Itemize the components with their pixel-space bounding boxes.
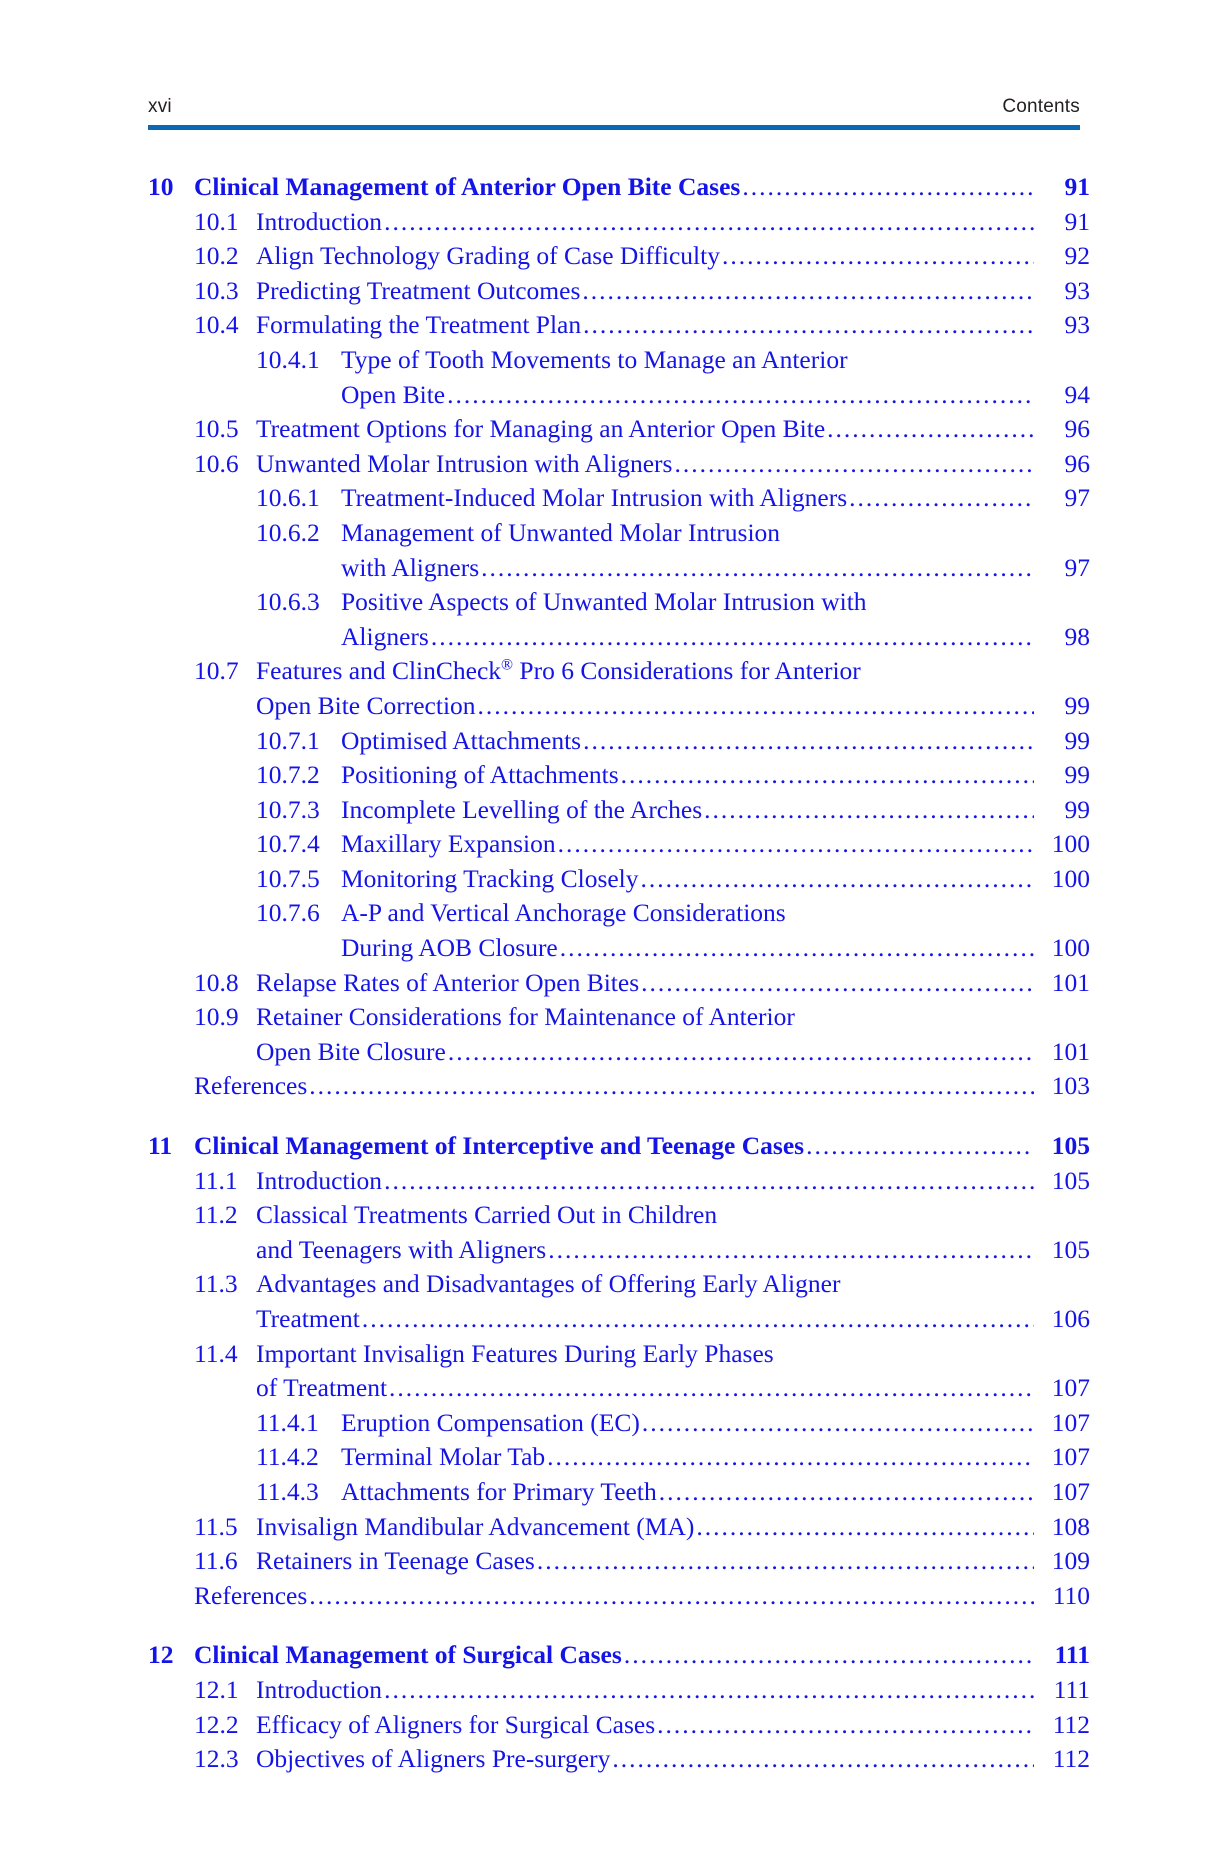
chapter-entry[interactable]	[148, 1638, 1090, 1673]
entry-number: 11	[148, 1131, 173, 1161]
entry-number: 12.3	[194, 1744, 239, 1774]
page-number: 111	[1054, 1640, 1090, 1670]
entry-title: Optimised Attachments	[341, 725, 582, 755]
entry-number: 10.6.3	[256, 587, 320, 617]
subsection-entry[interactable]	[148, 1475, 1090, 1510]
header-rule	[148, 125, 1080, 130]
leader-dots	[674, 451, 1034, 477]
entry-number: 10.7.1	[256, 725, 320, 755]
entry-title: Clinical Management of Surgical Cases	[194, 1640, 622, 1670]
references-entry[interactable]	[148, 1069, 1090, 1104]
subsection-entry[interactable]	[148, 862, 1090, 897]
entry-number: 11.4.1	[256, 1407, 319, 1437]
page-number: 105	[1051, 1165, 1090, 1195]
entry-title: Introduction	[256, 206, 383, 236]
subsection-entry[interactable]	[148, 343, 1090, 378]
folio-number: xvi	[148, 96, 172, 117]
page-number: 91	[1064, 172, 1090, 201]
subsection-entry[interactable]	[148, 827, 1090, 862]
page-number: 108	[1051, 1511, 1090, 1541]
leader-dots	[583, 312, 1034, 338]
section-entry[interactable]	[148, 239, 1090, 274]
section-entry[interactable]	[148, 1742, 1090, 1777]
leader-dots	[362, 1306, 1034, 1332]
entry-number: 10.2	[194, 241, 239, 271]
section-entry[interactable]	[148, 308, 1090, 343]
page-number: 111	[1053, 1674, 1090, 1704]
entry-title: Positioning of Attachments	[341, 760, 619, 790]
leader-dots	[704, 797, 1034, 823]
page-number: 96	[1064, 414, 1090, 444]
entry-title: Open Bite	[341, 379, 446, 409]
entry-title: Clinical Management of Anterior Open Bite Cases	[194, 172, 741, 201]
page-number: 99	[1064, 794, 1090, 824]
references-entry[interactable]	[148, 1579, 1090, 1614]
entry-title: and Teenagers with Aligners	[256, 1234, 547, 1264]
entry-number: 10.4	[194, 310, 239, 340]
entry-title: Unwanted Molar Intrusion with Aligners	[256, 448, 673, 478]
page-number: 101	[1051, 1036, 1090, 1066]
page-number: 105	[1051, 1234, 1090, 1264]
leader-dots	[641, 970, 1034, 996]
entry-title: Invisalign Mandibular Advancement (MA)	[256, 1511, 695, 1541]
leader-dots	[827, 416, 1034, 442]
entry-title: Important Invisalign Features During Early Phases	[256, 1338, 774, 1368]
entry-title: Align Technology Grading of Case Difficulty	[256, 241, 720, 271]
leader-dots	[447, 382, 1034, 408]
entry-number: 11.4.3	[256, 1476, 319, 1506]
entry-title: References	[194, 1071, 308, 1101]
section-entry[interactable]	[148, 1267, 1090, 1302]
leader-dots	[448, 1039, 1034, 1065]
section-entry[interactable]	[148, 1371, 1090, 1406]
entry-title: Monitoring Tracking Closely	[341, 863, 639, 893]
entry-title: Introduction	[256, 1674, 383, 1704]
page-number: 99	[1064, 690, 1090, 720]
leader-dots	[621, 762, 1034, 788]
leader-dots	[537, 1548, 1034, 1574]
section-entry[interactable]	[148, 966, 1090, 1001]
section-entry[interactable]	[148, 1000, 1090, 1035]
page-number: 110	[1052, 1580, 1090, 1610]
subsection-entry[interactable]	[148, 481, 1090, 516]
entry-title: Efficacy of Aligners for Surgical Cases	[256, 1709, 656, 1739]
leader-dots	[583, 728, 1034, 754]
section-entry[interactable]	[148, 1233, 1090, 1268]
entry-title: of Treatment	[256, 1373, 388, 1403]
leader-dots	[696, 1514, 1034, 1540]
subsection-entry[interactable]	[148, 1440, 1090, 1475]
chapter-entry[interactable]	[148, 1129, 1090, 1164]
entry-number: 11.3	[194, 1269, 238, 1299]
entry-title: Management of Unwanted Molar Intrusion	[341, 517, 781, 547]
section-entry[interactable]	[148, 1302, 1090, 1337]
page-number: 101	[1051, 967, 1090, 997]
section-entry[interactable]	[148, 1544, 1090, 1579]
page-number: 97	[1064, 552, 1090, 582]
entry-title: Retainer Considerations for Maintenance of Anterior	[256, 1002, 795, 1032]
section-entry[interactable]	[148, 689, 1090, 724]
entry-title: Maxillary Expansion	[341, 829, 556, 859]
entry-title: Eruption Compensation (EC)	[341, 1407, 640, 1437]
entry-number: 10.9	[194, 1002, 239, 1032]
entry-number: 11.4	[194, 1338, 238, 1368]
page-number: 107	[1051, 1476, 1090, 1506]
leader-dots	[612, 1746, 1034, 1772]
section-entry[interactable]	[148, 1035, 1090, 1070]
subsection-entry[interactable]	[148, 378, 1090, 413]
leader-dots	[641, 866, 1034, 892]
leader-dots	[657, 1712, 1034, 1738]
leader-dots	[309, 1583, 1034, 1609]
page-number: 107	[1051, 1373, 1090, 1403]
entry-title: Objectives of Aligners Pre-surgery	[256, 1744, 611, 1774]
page-number: 112	[1052, 1709, 1090, 1739]
subsection-entry[interactable]	[148, 931, 1090, 966]
entry-number: 11.5	[194, 1511, 238, 1541]
entry-title: Clinical Management of Interceptive and Teenage Cases	[194, 1131, 805, 1161]
entry-number: 10.6.1	[256, 483, 320, 513]
entry-title: During AOB Closure	[341, 933, 558, 963]
section-entry[interactable]	[148, 447, 1090, 482]
entry-title: Classical Treatments Carried Out in Children	[256, 1200, 718, 1230]
section-entry[interactable]	[148, 1708, 1090, 1743]
entry-number: 12	[148, 1640, 174, 1670]
page-number: 100	[1051, 863, 1090, 893]
entry-title: Advantages and Disadvantages of Offering Early Aligner	[256, 1269, 841, 1299]
section-entry[interactable]	[148, 412, 1090, 447]
leader-dots	[384, 209, 1034, 235]
entry-title: Relapse Rates of Anterior Open Bites	[256, 967, 640, 997]
entry-number: 10.7.5	[256, 863, 320, 893]
entry-number: 10.8	[194, 967, 239, 997]
entry-title: Predicting Treatment Outcomes	[256, 275, 581, 305]
leader-dots	[389, 1375, 1034, 1401]
page-number: 98	[1064, 621, 1090, 651]
chapter-block	[148, 1638, 1090, 1776]
entry-title: Treatment	[256, 1304, 360, 1333]
entry-title: Aligners	[341, 621, 429, 651]
entry-title: Type of Tooth Movements to Manage an Anterior	[341, 344, 848, 374]
leader-dots	[624, 1642, 1034, 1668]
chapter-entry[interactable]	[148, 170, 1090, 205]
entry-title: Retainers in Teenage Cases	[256, 1546, 535, 1576]
entry-number: 11.6	[194, 1546, 238, 1576]
entry-number: 10.1	[194, 206, 239, 236]
page-number: 99	[1064, 760, 1090, 790]
leader-dots	[384, 1677, 1034, 1703]
leader-dots	[384, 1168, 1034, 1194]
subsection-entry[interactable]	[148, 516, 1090, 551]
entry-title: Formulating the Treatment Plan	[256, 310, 582, 340]
page-number: 93	[1064, 275, 1090, 305]
section-entry[interactable]	[148, 274, 1090, 309]
leader-dots	[481, 555, 1034, 581]
entry-title: Treatment Options for Managing an Anterior Open Bite	[256, 414, 826, 444]
table-of-contents	[148, 170, 1090, 1777]
page-number: 100	[1051, 933, 1090, 963]
leader-dots	[659, 1479, 1034, 1505]
leader-dots	[742, 174, 1034, 200]
entry-number: 10.6	[194, 448, 239, 478]
leader-dots	[560, 935, 1034, 961]
running-head-title: Contents	[1002, 96, 1080, 117]
chapter-block	[148, 170, 1090, 1104]
leader-dots	[558, 831, 1034, 857]
entry-number: 10.7	[194, 656, 239, 686]
page-number: 91	[1064, 206, 1090, 236]
entry-number: 10.7.4	[256, 829, 320, 859]
leader-dots	[806, 1133, 1034, 1159]
page-number: 112	[1052, 1744, 1090, 1774]
subsection-entry[interactable]	[148, 793, 1090, 828]
registered-trademark-mark: ®	[501, 656, 514, 674]
subsection-entry[interactable]	[148, 551, 1090, 586]
entry-number: 10.6.2	[256, 517, 320, 547]
subsection-entry[interactable]	[148, 758, 1090, 793]
entry-number: 10.4.1	[256, 344, 320, 374]
entry-title: A-P and Vertical Anchorage Considerations	[341, 898, 786, 928]
leader-dots	[431, 624, 1034, 650]
leader-dots	[547, 1444, 1034, 1470]
entry-title: Open Bite Correction	[256, 690, 476, 720]
leader-dots	[849, 485, 1034, 511]
page-number: 92	[1064, 241, 1090, 271]
section-entry[interactable]	[148, 205, 1090, 240]
subsection-entry[interactable]	[148, 896, 1090, 931]
entry-title: with Aligners	[341, 552, 480, 582]
entry-title: Attachments for Primary Teeth	[341, 1476, 657, 1506]
section-entry[interactable]	[148, 1337, 1090, 1372]
leader-dots	[642, 1410, 1034, 1436]
running-head	[148, 96, 1080, 118]
entry-number: 10	[148, 172, 174, 201]
entry-title: Open Bite Closure	[256, 1036, 446, 1066]
section-entry[interactable]	[148, 1510, 1090, 1545]
page-number: 93	[1064, 310, 1090, 340]
entry-title: Features and ClinCheck® Pro 6 Considerations for Anterior	[256, 656, 861, 686]
entry-number: 10.7.3	[256, 794, 320, 824]
section-entry[interactable]	[148, 1198, 1090, 1233]
section-entry[interactable]	[148, 654, 1090, 689]
page-number: 100	[1051, 829, 1090, 859]
chapter-block	[148, 1129, 1090, 1613]
subsection-entry[interactable]	[148, 620, 1090, 655]
page-number: 109	[1051, 1546, 1090, 1576]
leader-dots	[722, 243, 1034, 269]
entry-title: Positive Aspects of Unwanted Molar Intrusion with	[341, 587, 867, 617]
entry-number: 10.7.6	[256, 898, 320, 928]
page-number: 107	[1051, 1407, 1090, 1437]
section-entry[interactable]	[148, 1164, 1090, 1199]
page-number: 97	[1064, 483, 1090, 513]
section-entry[interactable]	[148, 1673, 1090, 1708]
leader-dots	[548, 1237, 1034, 1263]
subsection-entry[interactable]	[148, 724, 1090, 759]
entry-number: 10.3	[194, 275, 239, 305]
page-number: 106	[1051, 1304, 1090, 1333]
page-number: 96	[1064, 448, 1090, 478]
page-number: 94	[1064, 379, 1090, 409]
entry-number: 10.7.2	[256, 760, 320, 790]
entry-title: Incomplete Levelling of the Arches	[341, 794, 703, 824]
entry-number: 11.2	[194, 1200, 238, 1230]
entry-number: 10.5	[194, 414, 239, 444]
page-number: 107	[1051, 1442, 1090, 1472]
leader-dots	[478, 693, 1034, 719]
page-number: 105	[1051, 1131, 1090, 1161]
entry-number: 11.4.2	[256, 1442, 319, 1472]
entry-title: Terminal Molar Tab	[341, 1442, 546, 1472]
entry-number: 11.1	[194, 1165, 238, 1195]
subsection-entry[interactable]	[148, 585, 1090, 620]
page-number: 103	[1051, 1071, 1090, 1101]
leader-dots	[582, 278, 1034, 304]
entry-number: 12.1	[194, 1674, 239, 1704]
entry-title: Treatment-Induced Molar Intrusion with Aligners	[341, 483, 848, 513]
entry-title: References	[194, 1580, 308, 1610]
subsection-entry[interactable]	[148, 1406, 1090, 1441]
entry-title: Introduction	[256, 1165, 383, 1195]
leader-dots	[309, 1073, 1034, 1099]
entry-number: 12.2	[194, 1709, 239, 1739]
page-number: 99	[1064, 725, 1090, 755]
